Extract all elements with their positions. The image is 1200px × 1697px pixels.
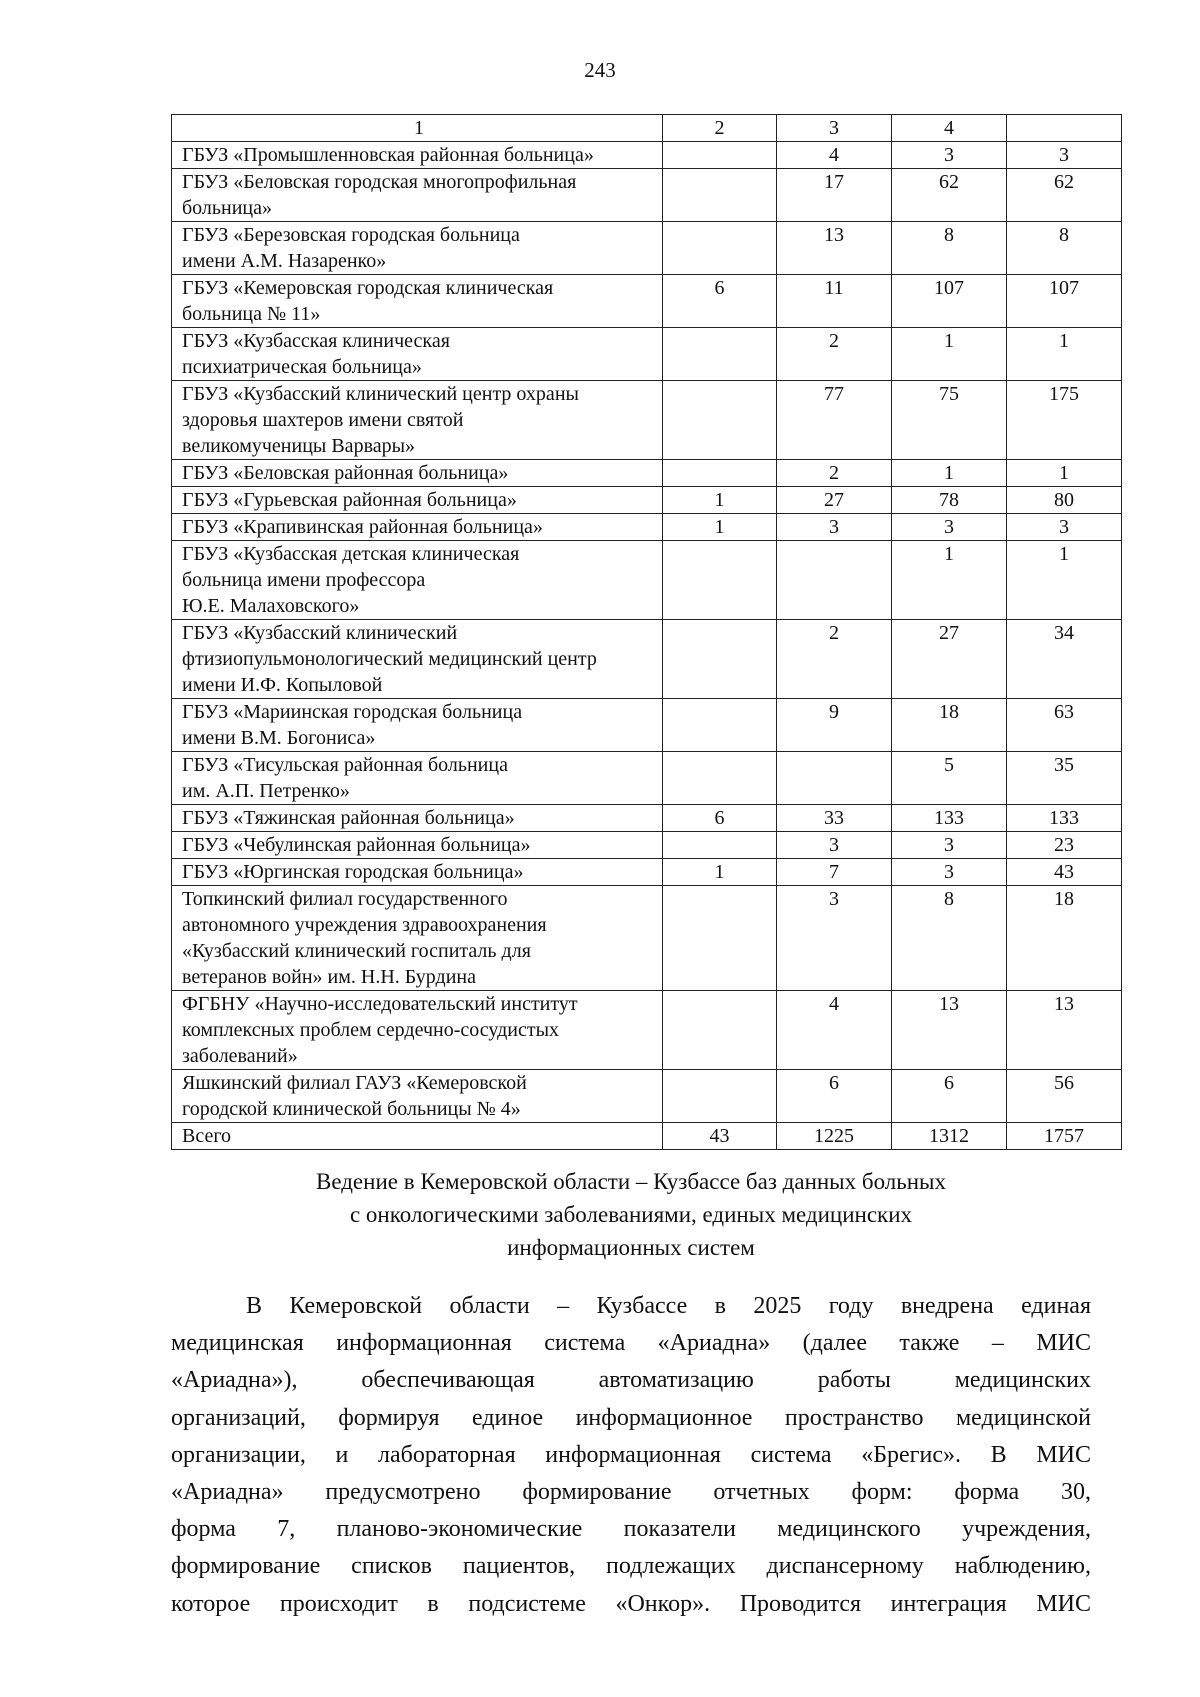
paragraph-line: В Кемеровской области – Кузбассе в 2025 году внедрена единая bbox=[246, 1293, 1091, 1319]
institution-name-line: имени И.Ф. Копыловой bbox=[182, 674, 383, 696]
body-paragraph bbox=[171, 1288, 1091, 1623]
value-cell: 1 bbox=[663, 859, 777, 886]
institution-name-cell bbox=[172, 169, 663, 222]
table-total-row bbox=[172, 1123, 1122, 1150]
institution-name-cell bbox=[172, 487, 663, 514]
value-cell bbox=[663, 169, 777, 222]
value-cell: 6 bbox=[663, 275, 777, 328]
value-cell: 6 bbox=[663, 805, 777, 832]
paragraph-line: организации, и лабораторная информационная система «Брегис». В МИС bbox=[171, 1441, 1091, 1468]
institution-name-line: Яшкинский филиал ГАУЗ «Кемеровской bbox=[182, 1072, 527, 1094]
institution-name-cell bbox=[172, 541, 663, 620]
page-number: 243 bbox=[584, 58, 616, 82]
value-cell: 3 bbox=[777, 886, 892, 991]
institution-name-cell bbox=[172, 142, 663, 169]
table-header-row bbox=[172, 115, 1122, 142]
value-cell: 9 bbox=[777, 699, 892, 752]
table-row bbox=[172, 514, 1122, 541]
institution-name-cell bbox=[172, 328, 663, 381]
section-heading bbox=[171, 1165, 1091, 1264]
table-row bbox=[172, 620, 1122, 699]
institution-name-line: комплексных проблем сердечно-сосудистых bbox=[182, 1019, 560, 1041]
value-cell: 133 bbox=[1007, 805, 1122, 832]
table-row bbox=[172, 381, 1122, 460]
institution-name-cell bbox=[172, 832, 663, 859]
value-cell: 1 bbox=[663, 487, 777, 514]
paragraph-line: которое происходит в подсистеме «Онкор». Проводится интеграция МИС bbox=[171, 1590, 1091, 1617]
value-cell: 43 bbox=[663, 1123, 777, 1150]
institution-name-line: имени А.М. Назаренко» bbox=[182, 250, 387, 272]
institution-name-line: ГБУЗ «Тисульская районная больница bbox=[182, 754, 508, 776]
institution-name-line: ГБУЗ «Крапивинская районная больница» bbox=[182, 516, 543, 538]
value-cell: 4 bbox=[777, 991, 892, 1070]
institution-name-cell bbox=[172, 752, 663, 805]
value-cell: 2 bbox=[777, 460, 892, 487]
table-row bbox=[172, 487, 1122, 514]
value-cell: 1 bbox=[892, 460, 1007, 487]
value-cell bbox=[663, 328, 777, 381]
value-cell: 1 bbox=[663, 514, 777, 541]
institution-name-line: ГБУЗ «Чебулинская районная больница» bbox=[182, 834, 531, 856]
header-cell: 1 bbox=[172, 115, 663, 142]
institution-name-line: ГБУЗ «Юргинская городская больница» bbox=[182, 861, 524, 883]
table-row bbox=[172, 142, 1122, 169]
table-row bbox=[172, 832, 1122, 859]
value-cell: 3 bbox=[892, 859, 1007, 886]
value-cell: 13 bbox=[1007, 991, 1122, 1070]
institution-name-line: автономного учреждения здравоохранения bbox=[182, 914, 547, 936]
value-cell: 8 bbox=[892, 886, 1007, 991]
value-cell: 4 bbox=[777, 142, 892, 169]
value-cell: 1312 bbox=[892, 1123, 1007, 1150]
institution-name-line: Ю.Е. Малаховского» bbox=[182, 595, 360, 617]
value-cell: 8 bbox=[1007, 222, 1122, 275]
value-cell: 3 bbox=[777, 832, 892, 859]
value-cell: 33 bbox=[777, 805, 892, 832]
value-cell: 107 bbox=[892, 275, 1007, 328]
value-cell bbox=[663, 886, 777, 991]
table-row bbox=[172, 699, 1122, 752]
value-cell: 5 bbox=[892, 752, 1007, 805]
table-row bbox=[172, 222, 1122, 275]
institution-name-line: здоровья шахтеров имени святой bbox=[182, 409, 464, 431]
value-cell: 3 bbox=[892, 142, 1007, 169]
institution-name-cell bbox=[172, 222, 663, 275]
institution-name-line: ГБУЗ «Кузбасская клиническая bbox=[182, 330, 450, 352]
institution-name-line: городской клинической больницы № 4» bbox=[182, 1098, 521, 1120]
value-cell: 3 bbox=[1007, 514, 1122, 541]
table-row bbox=[172, 991, 1122, 1070]
paragraph-line: «Ариадна» предусмотрено формирование отчетных форм: форма 30, bbox=[171, 1478, 1091, 1505]
value-cell bbox=[663, 752, 777, 805]
value-cell bbox=[663, 222, 777, 275]
value-cell: 75 bbox=[892, 381, 1007, 460]
institution-name-cell bbox=[172, 699, 663, 752]
value-cell: 1 bbox=[1007, 541, 1122, 620]
institution-name-line: им. А.П. Петренко» bbox=[182, 780, 350, 802]
value-cell: 175 bbox=[1007, 381, 1122, 460]
institution-name-line: больница имени профессора bbox=[182, 569, 426, 591]
institution-name-line: ГБУЗ «Кузбасский клинический bbox=[182, 622, 458, 644]
institution-name-cell bbox=[172, 1070, 663, 1123]
value-cell: 1 bbox=[1007, 328, 1122, 381]
value-cell: 133 bbox=[892, 805, 1007, 832]
paragraph-line: медицинская информационная система «Ариадна» (далее также – МИС bbox=[171, 1330, 1091, 1357]
value-cell: 62 bbox=[1007, 169, 1122, 222]
value-cell: 62 bbox=[892, 169, 1007, 222]
header-cell: 3 bbox=[777, 115, 892, 142]
table-body bbox=[172, 115, 1122, 1150]
value-cell: 2 bbox=[777, 620, 892, 699]
institution-name-line: Топкинский филиал государственного bbox=[182, 888, 508, 910]
paragraph-line: форма 7, планово-экономические показатели медицинского учреждения, bbox=[171, 1516, 1091, 1543]
institution-name-cell bbox=[172, 460, 663, 487]
institution-name-cell bbox=[172, 275, 663, 328]
table-row bbox=[172, 541, 1122, 620]
value-cell: 1225 bbox=[777, 1123, 892, 1150]
value-cell: 8 bbox=[892, 222, 1007, 275]
value-cell: 3 bbox=[777, 514, 892, 541]
institution-name-line: ГБУЗ «Кемеровская городская клиническая bbox=[182, 277, 554, 299]
value-cell bbox=[663, 460, 777, 487]
value-cell bbox=[663, 991, 777, 1070]
institution-name-line: психиатрическая больница» bbox=[182, 356, 422, 378]
institution-name-line: ветеранов войн» им. Н.Н. Бурдина bbox=[182, 966, 476, 988]
value-cell bbox=[777, 541, 892, 620]
header-cell bbox=[1007, 115, 1122, 142]
institution-name-cell bbox=[172, 1123, 663, 1150]
value-cell: 3 bbox=[892, 514, 1007, 541]
value-cell bbox=[663, 832, 777, 859]
value-cell: 63 bbox=[1007, 699, 1122, 752]
institution-name-line: ГБУЗ «Кузбасский клинический центр охраны bbox=[182, 383, 579, 405]
value-cell: 1 bbox=[892, 328, 1007, 381]
value-cell: 17 bbox=[777, 169, 892, 222]
institution-name-line: «Кузбасский клинический госпиталь для bbox=[182, 940, 531, 962]
value-cell: 80 bbox=[1007, 487, 1122, 514]
institution-name-cell bbox=[172, 514, 663, 541]
value-cell: 1 bbox=[892, 541, 1007, 620]
value-cell bbox=[663, 699, 777, 752]
value-cell: 18 bbox=[1007, 886, 1122, 991]
hospital-table bbox=[171, 114, 1122, 1150]
table-row bbox=[172, 752, 1122, 805]
value-cell: 77 bbox=[777, 381, 892, 460]
table-row bbox=[172, 805, 1122, 832]
paragraph-line: формирование списков пациентов, подлежащих диспансерному наблюдению, bbox=[171, 1553, 1091, 1580]
institution-name-cell bbox=[172, 886, 663, 991]
institution-name-line: ГБУЗ «Тяжинская районная больница» bbox=[182, 807, 515, 829]
institution-name-cell bbox=[172, 805, 663, 832]
institution-name-line: больница» bbox=[182, 197, 272, 219]
institution-name-line: ГБУЗ «Мариинская городская больница bbox=[182, 701, 523, 723]
header-cell: 2 bbox=[663, 115, 777, 142]
paragraph-line: «Ариадна»), обеспечивающая автоматизацию работы медицинских bbox=[171, 1367, 1091, 1394]
value-cell: 13 bbox=[892, 991, 1007, 1070]
institution-name-line: имени В.М. Богониса» bbox=[182, 727, 376, 749]
value-cell bbox=[663, 620, 777, 699]
institution-name-cell bbox=[172, 381, 663, 460]
value-cell bbox=[663, 1070, 777, 1123]
table-row bbox=[172, 859, 1122, 886]
value-cell: 7 bbox=[777, 859, 892, 886]
value-cell: 6 bbox=[777, 1070, 892, 1123]
value-cell: 3 bbox=[1007, 142, 1122, 169]
value-cell: 18 bbox=[892, 699, 1007, 752]
value-cell: 27 bbox=[777, 487, 892, 514]
value-cell: 11 bbox=[777, 275, 892, 328]
value-cell: 1 bbox=[1007, 460, 1122, 487]
header-cell: 4 bbox=[892, 115, 1007, 142]
institution-name-line: ГБУЗ «Гурьевская районная больница» bbox=[182, 489, 517, 511]
heading-line: с онкологическими заболеваниями, единых медицинских bbox=[349, 1202, 913, 1227]
table-row bbox=[172, 886, 1122, 991]
institution-name-line: ГБУЗ «Кузбасская детская клиническая bbox=[182, 543, 520, 565]
table-row bbox=[172, 275, 1122, 328]
value-cell: 43 bbox=[1007, 859, 1122, 886]
institution-name-line: ГБУЗ «Беловская городская многопрофильная bbox=[182, 171, 577, 193]
value-cell bbox=[663, 541, 777, 620]
paragraph-line: организаций, формируя единое информационное пространство медицинской bbox=[171, 1404, 1091, 1431]
institution-name-line: ГБУЗ «Березовская городская больница bbox=[182, 224, 520, 246]
institution-name-cell bbox=[172, 991, 663, 1070]
value-cell: 13 bbox=[777, 222, 892, 275]
institution-name-line: фтизиопульмонологический медицинский центр bbox=[182, 648, 597, 670]
value-cell: 27 bbox=[892, 620, 1007, 699]
value-cell: 3 bbox=[892, 832, 1007, 859]
value-cell: 107 bbox=[1007, 275, 1122, 328]
institution-name-cell bbox=[172, 620, 663, 699]
table-row bbox=[172, 169, 1122, 222]
value-cell: 23 bbox=[1007, 832, 1122, 859]
table-row bbox=[172, 460, 1122, 487]
heading-line: Ведение в Кемеровской области – Кузбассе баз данных больных bbox=[315, 1169, 947, 1194]
value-cell: 78 bbox=[892, 487, 1007, 514]
value-cell: 56 bbox=[1007, 1070, 1122, 1123]
institution-name-line: ГБУЗ «Беловская районная больница» bbox=[182, 462, 509, 484]
value-cell: 34 bbox=[1007, 620, 1122, 699]
institution-name-line: великомученицы Варвары» bbox=[182, 435, 416, 457]
table-row bbox=[172, 328, 1122, 381]
value-cell bbox=[777, 752, 892, 805]
value-cell: 6 bbox=[892, 1070, 1007, 1123]
value-cell: 35 bbox=[1007, 752, 1122, 805]
value-cell: 2 bbox=[777, 328, 892, 381]
heading-line: информационных систем bbox=[507, 1235, 755, 1260]
institution-name-line: ГБУЗ «Промышленновская районная больница» bbox=[182, 144, 594, 166]
institution-name-line: больница № 11» bbox=[182, 303, 321, 325]
value-cell: 1757 bbox=[1007, 1123, 1122, 1150]
institution-name-line: Всего bbox=[182, 1125, 232, 1147]
value-cell bbox=[663, 381, 777, 460]
institution-name-line: ФГБНУ «Научно-исследовательский институт bbox=[182, 993, 578, 1015]
table-row bbox=[172, 1070, 1122, 1123]
institution-name-line: заболеваний» bbox=[182, 1045, 298, 1067]
value-cell bbox=[663, 142, 777, 169]
institution-name-cell bbox=[172, 859, 663, 886]
